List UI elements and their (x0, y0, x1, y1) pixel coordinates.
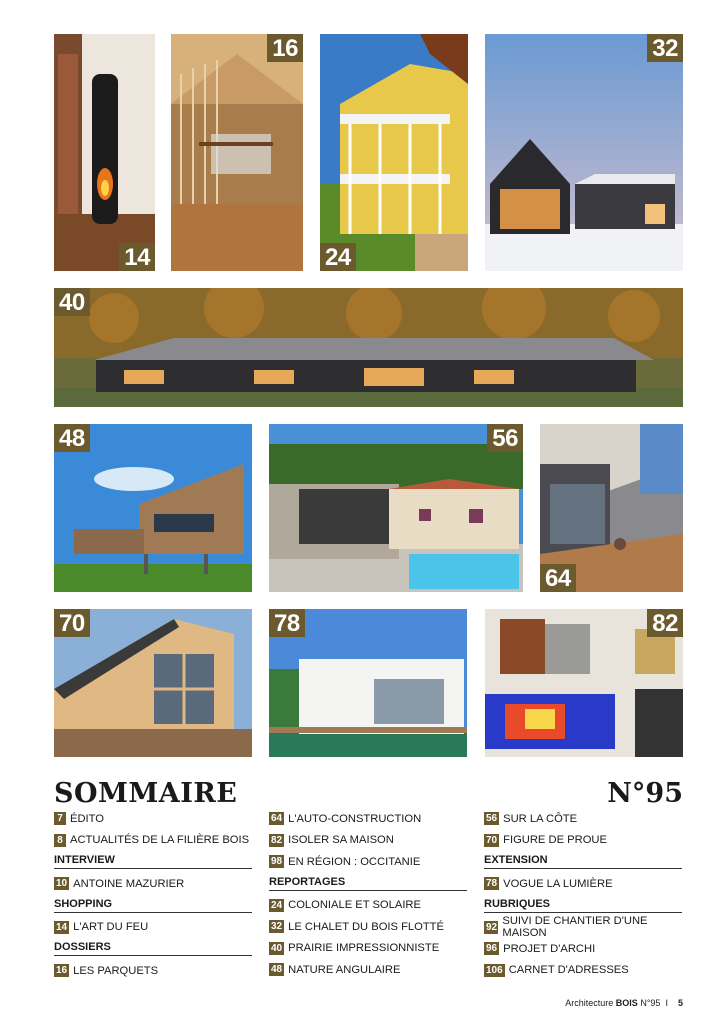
toc-entry[interactable] (54, 960, 252, 982)
page-number-badge: 48 (54, 424, 90, 452)
page-number-badge: 24 (320, 243, 356, 271)
toc-entry[interactable] (54, 808, 252, 830)
photo-long-house-forest (54, 288, 683, 407)
page-number-badge: 40 (54, 288, 90, 316)
toc-column-2 (269, 808, 467, 981)
toc-page: 16 (56, 965, 68, 977)
toc-title: SOMMAIRE (54, 778, 238, 809)
page-number-badge: 32 (647, 34, 683, 62)
toc-entry[interactable] (269, 938, 467, 960)
toc-page: 48 (271, 964, 283, 976)
toc-label: PROJET D'ARCHI (503, 942, 596, 955)
toc-label: LE CHALET DU BOIS FLOTTÉ (288, 920, 444, 933)
toc-label: L'AUTO-CONSTRUCTION (288, 812, 422, 825)
page-number-badge: 78 (269, 609, 305, 637)
toc-entry[interactable] (484, 808, 682, 830)
toc-page: 32 (271, 921, 283, 933)
toc-entry[interactable] (484, 938, 682, 960)
photo-snow-chalet (485, 34, 683, 271)
toc-section-heading: INTERVIEW (54, 852, 252, 869)
toc-page: 8 (54, 834, 66, 847)
toc-label: SUIVI DE CHANTIER D'UNE MAISON (502, 915, 648, 940)
page-number-badge: 70 (54, 609, 90, 637)
page-number-badge: 64 (540, 564, 576, 592)
toc-section-heading: SHOPPING (54, 896, 252, 913)
page-number-badge: 14 (119, 243, 155, 271)
photo-insulation-samples (485, 609, 683, 757)
toc-entry[interactable] (484, 917, 682, 939)
toc-page: 64 (271, 813, 283, 825)
toc-page: 10 (56, 878, 68, 890)
toc-column-1 (54, 808, 252, 982)
toc-page: 56 (486, 813, 498, 825)
toc-label: COLONIALE ET SOLAIRE (288, 899, 421, 912)
page-footer (565, 998, 683, 1008)
toc-page: 92 (486, 921, 498, 933)
toc-column-3 (484, 808, 682, 981)
photo-pool-house (269, 424, 523, 592)
toc-section-heading: DOSSIERS (54, 939, 252, 956)
footer-separator: I (665, 998, 668, 1008)
toc-page: 78 (486, 878, 498, 890)
toc-entry[interactable] (269, 808, 467, 830)
footer-brand: BOIS (615, 998, 638, 1008)
photo-colonial-house (320, 34, 468, 271)
toc-label: EN RÉGION : OCCITANIE (288, 855, 421, 868)
toc-label: NATURE ANGULAIRE (288, 963, 401, 976)
toc-page: 24 (271, 899, 283, 911)
toc-label: ÉDITO (70, 812, 104, 825)
toc-section-heading: EXTENSION (484, 852, 682, 869)
toc-entry[interactable] (269, 851, 467, 873)
toc-entry[interactable] (484, 960, 682, 982)
footer-page-number: 5 (677, 998, 683, 1008)
footer-issue: N°95 (640, 998, 661, 1008)
toc-entry[interactable] (484, 830, 682, 852)
toc-label: VOGUE LA LUMIÈRE (503, 877, 613, 890)
page-number-badge: 16 (267, 34, 303, 62)
toc-page: 40 (271, 942, 283, 954)
photo-white-extension (269, 609, 467, 757)
toc-label: L'ART DU FEU (73, 921, 149, 934)
toc-label: FIGURE DE PROUE (503, 834, 607, 847)
photo-fireplace (54, 34, 155, 271)
toc-label: SUR LA CÔTE (503, 812, 578, 825)
toc-entry[interactable] (269, 830, 467, 852)
toc-page: 106 (486, 964, 503, 976)
toc-label: CARNET D'ADRESSES (508, 964, 629, 977)
toc-entry[interactable] (54, 830, 252, 852)
photo-terrace-overhang (540, 424, 683, 592)
toc-page: 98 (271, 856, 283, 868)
page-number-badge: 56 (487, 424, 523, 452)
toc-page: 7 (54, 812, 66, 825)
toc-page: 96 (486, 943, 498, 955)
photo-angular-wood-house (54, 424, 252, 592)
toc-entry[interactable] (54, 873, 252, 895)
page-number-badge: 82 (647, 609, 683, 637)
footer-magazine: Architecture (565, 998, 614, 1008)
toc-page: 70 (486, 834, 498, 846)
toc-label: ANTOINE MAZURIER (73, 877, 185, 890)
toc-section-heading: REPORTAGES (269, 874, 467, 891)
toc-entry[interactable] (484, 873, 682, 895)
photo-timber-interior (171, 34, 303, 271)
toc-page: 82 (271, 834, 283, 846)
photo-wood-cabin (54, 609, 252, 757)
toc-label: LES PARQUETS (73, 964, 159, 977)
toc-section-heading: RUBRIQUES (484, 896, 682, 913)
toc-entry[interactable] (269, 895, 467, 917)
toc-page: 14 (56, 921, 68, 933)
issue-number: N°95 (607, 778, 683, 809)
toc-label: ACTUALITÉS DE LA FILIÈRE BOIS (70, 834, 250, 847)
toc-entry[interactable] (54, 917, 252, 939)
toc-label: ISOLER SA MAISON (288, 834, 394, 847)
toc-entry[interactable] (269, 959, 467, 981)
toc-label: PRAIRIE IMPRESSIONNISTE (288, 942, 440, 955)
toc-entry[interactable] (269, 916, 467, 938)
